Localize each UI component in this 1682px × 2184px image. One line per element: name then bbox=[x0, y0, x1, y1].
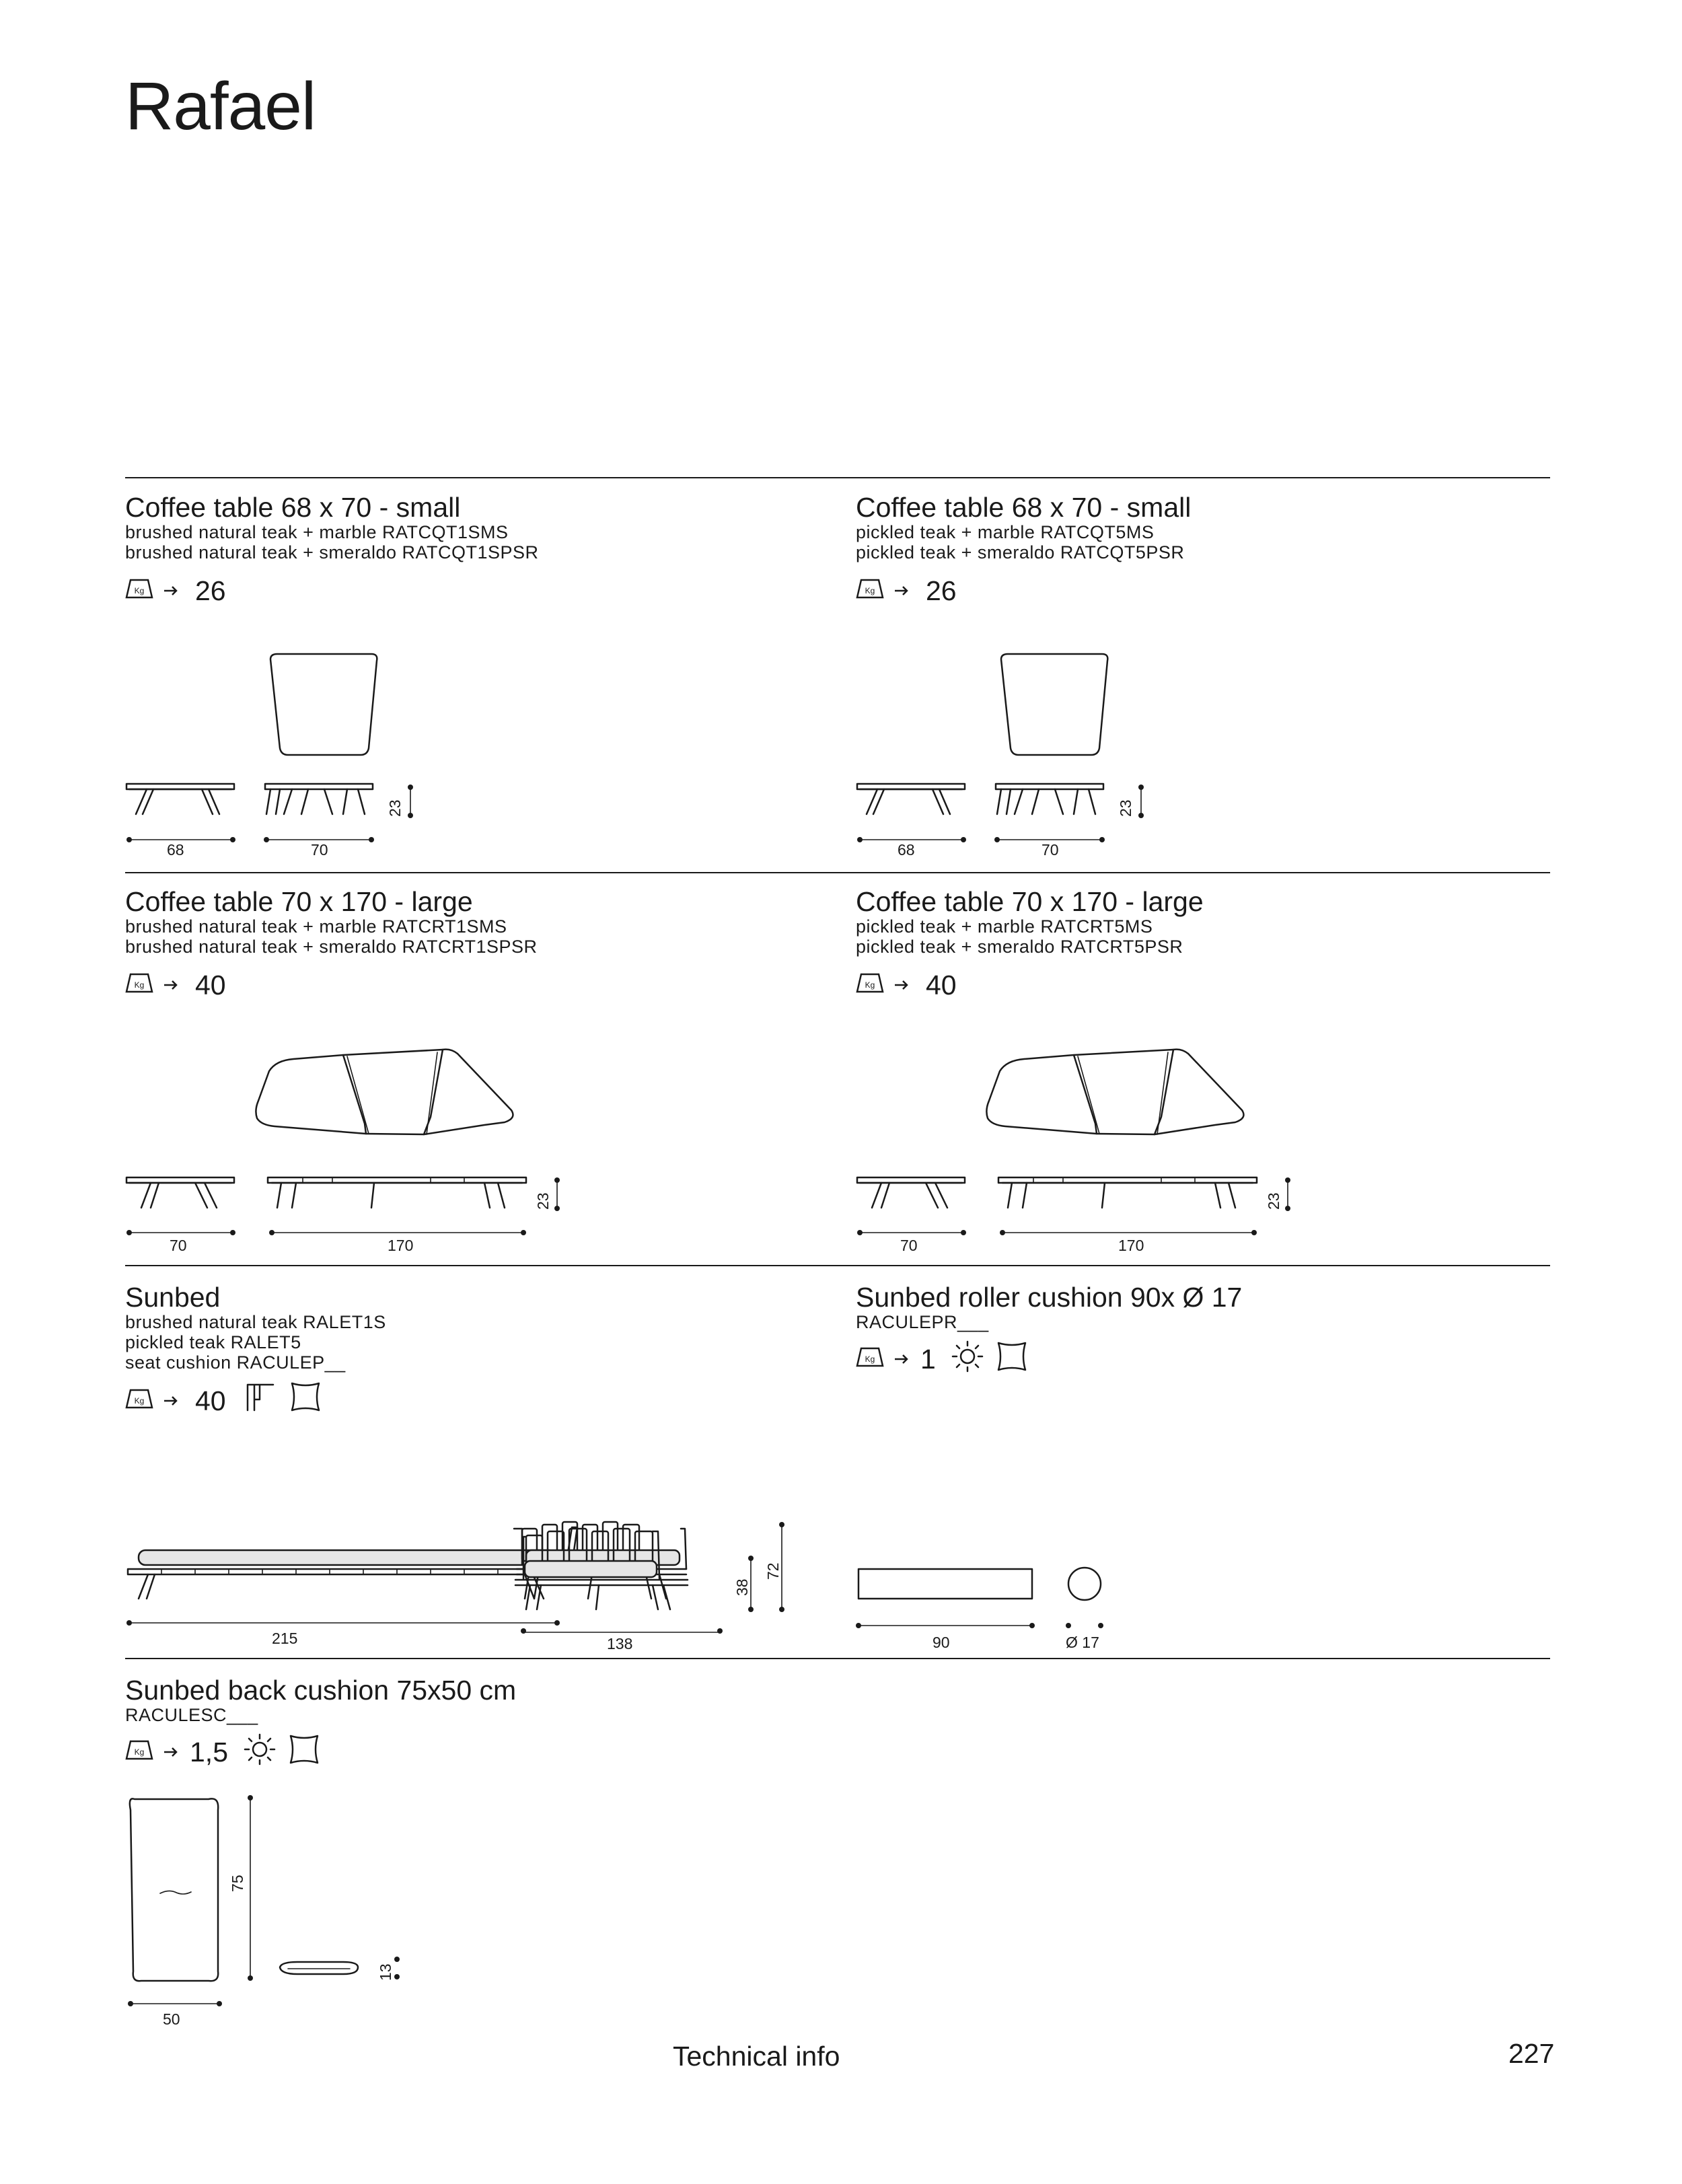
weight-value: 40 bbox=[195, 970, 226, 1000]
dimension-length: 215 bbox=[272, 1630, 298, 1647]
dimension-width: 170 bbox=[388, 1237, 414, 1254]
dimension-depth: 68 bbox=[167, 841, 184, 859]
weight-value: 40 bbox=[926, 970, 957, 1000]
section-divider bbox=[125, 872, 1550, 873]
dimension-depth: 68 bbox=[898, 841, 915, 859]
footer-label: Technical info bbox=[673, 2041, 840, 2072]
weight-kg-icon bbox=[125, 1387, 192, 1414]
svg-text:Kg: Kg bbox=[865, 586, 875, 595]
section-divider bbox=[125, 477, 1550, 478]
roller-cushion-drawing bbox=[852, 1561, 1121, 1635]
dimension-height: 23 bbox=[1265, 1192, 1282, 1210]
weight-kg-icon bbox=[125, 1739, 192, 1766]
dimension-total-height: 72 bbox=[764, 1562, 782, 1580]
product-title: Sunbed bbox=[125, 1282, 221, 1313]
section-divider bbox=[125, 1658, 1550, 1659]
weight-value: 1 bbox=[920, 1344, 936, 1375]
product-variant: pickled teak + marble RATCRT5MS bbox=[856, 916, 1153, 937]
weight-kg-icon bbox=[125, 972, 192, 998]
weight-value: 26 bbox=[195, 575, 226, 606]
product-variant: brushed natural teak + smeraldo RATCQT1SPSR bbox=[125, 542, 539, 562]
dimension-seat-height: 38 bbox=[733, 1578, 751, 1596]
product-title: Coffee table 70 x 170 - large bbox=[856, 886, 1204, 917]
cushion-icon bbox=[288, 1733, 320, 1766]
weight-kg-icon bbox=[856, 1346, 923, 1373]
product-variant: pickled teak RALET5 bbox=[125, 1332, 301, 1352]
product-code: RACULEPR___ bbox=[856, 1312, 989, 1332]
svg-text:Kg: Kg bbox=[134, 586, 145, 595]
dimension-width: 138 bbox=[607, 1635, 633, 1652]
dimension-width: 70 bbox=[1041, 841, 1059, 859]
dimension-thickness: 13 bbox=[377, 1963, 394, 1981]
dimension-height: 75 bbox=[229, 1874, 246, 1892]
dimension-length: 90 bbox=[933, 1634, 950, 1651]
product-variant: brushed natural teak + smeraldo RATCRT1SPSR bbox=[125, 937, 538, 957]
coffee-table-large-drawing bbox=[852, 1036, 1296, 1238]
product-title: Coffee table 68 x 70 - small bbox=[125, 492, 461, 523]
dimension-depth: 70 bbox=[900, 1237, 918, 1254]
sun-icon bbox=[244, 1733, 276, 1766]
cushion-icon bbox=[289, 1381, 322, 1413]
weight-kg-icon bbox=[125, 577, 192, 604]
cushion-icon bbox=[996, 1340, 1028, 1373]
svg-text:Kg: Kg bbox=[134, 1747, 145, 1757]
coffee-table-large-drawing bbox=[121, 1036, 565, 1238]
product-variant: brushed natural teak + marble RATCRT1SMS bbox=[125, 916, 507, 937]
page-number: 227 bbox=[1508, 2038, 1555, 2069]
back-cushion-drawing bbox=[121, 1790, 417, 2012]
product-variant: seat cushion RACULEP__ bbox=[125, 1352, 346, 1373]
product-title: Coffee table 70 x 170 - large bbox=[125, 886, 473, 917]
coffee-table-small-drawing bbox=[121, 646, 417, 848]
product-title: Coffee table 68 x 70 - small bbox=[856, 492, 1192, 523]
dimension-height: 23 bbox=[386, 799, 404, 817]
svg-text:Kg: Kg bbox=[134, 1396, 145, 1406]
dimension-height: 23 bbox=[534, 1192, 552, 1210]
dimension-width: 170 bbox=[1118, 1237, 1144, 1254]
product-variant: brushed natural teak RALET1S bbox=[125, 1312, 386, 1332]
section-divider bbox=[125, 1265, 1550, 1266]
product-variant: brushed natural teak + marble RATCQT1SMS bbox=[125, 522, 509, 542]
sunbed-dimension-marks bbox=[511, 1522, 794, 1650]
sun-icon bbox=[951, 1340, 984, 1373]
dimension-diameter: Ø 17 bbox=[1066, 1634, 1099, 1651]
weight-kg-icon bbox=[856, 577, 923, 604]
dimension-height: 23 bbox=[1117, 799, 1134, 817]
svg-text:Kg: Kg bbox=[134, 980, 145, 990]
coffee-table-small-drawing bbox=[852, 646, 1148, 848]
product-variant: pickled teak + smeraldo RATCRT5PSR bbox=[856, 937, 1183, 957]
weight-value: 40 bbox=[195, 1385, 226, 1416]
dimension-width: 70 bbox=[311, 841, 328, 859]
product-title: Sunbed roller cushion 90x Ø 17 bbox=[856, 1282, 1243, 1313]
product-variant: pickled teak + smeraldo RATCQT5PSR bbox=[856, 542, 1185, 562]
dimension-depth: 70 bbox=[170, 1237, 187, 1254]
svg-text:Kg: Kg bbox=[865, 980, 875, 990]
dimension-width: 50 bbox=[163, 2010, 180, 2028]
weight-value: 1,5 bbox=[190, 1737, 228, 1768]
product-variant: pickled teak + marble RATCQT5MS bbox=[856, 522, 1155, 542]
table-leg-icon bbox=[245, 1381, 277, 1413]
weight-kg-icon bbox=[856, 972, 923, 998]
svg-text:Kg: Kg bbox=[865, 1354, 875, 1364]
weight-value: 26 bbox=[926, 575, 957, 606]
product-title: Sunbed back cushion 75x50 cm bbox=[125, 1675, 517, 1706]
page-title: Rafael bbox=[125, 69, 316, 144]
product-code: RACULESC___ bbox=[125, 1705, 258, 1725]
